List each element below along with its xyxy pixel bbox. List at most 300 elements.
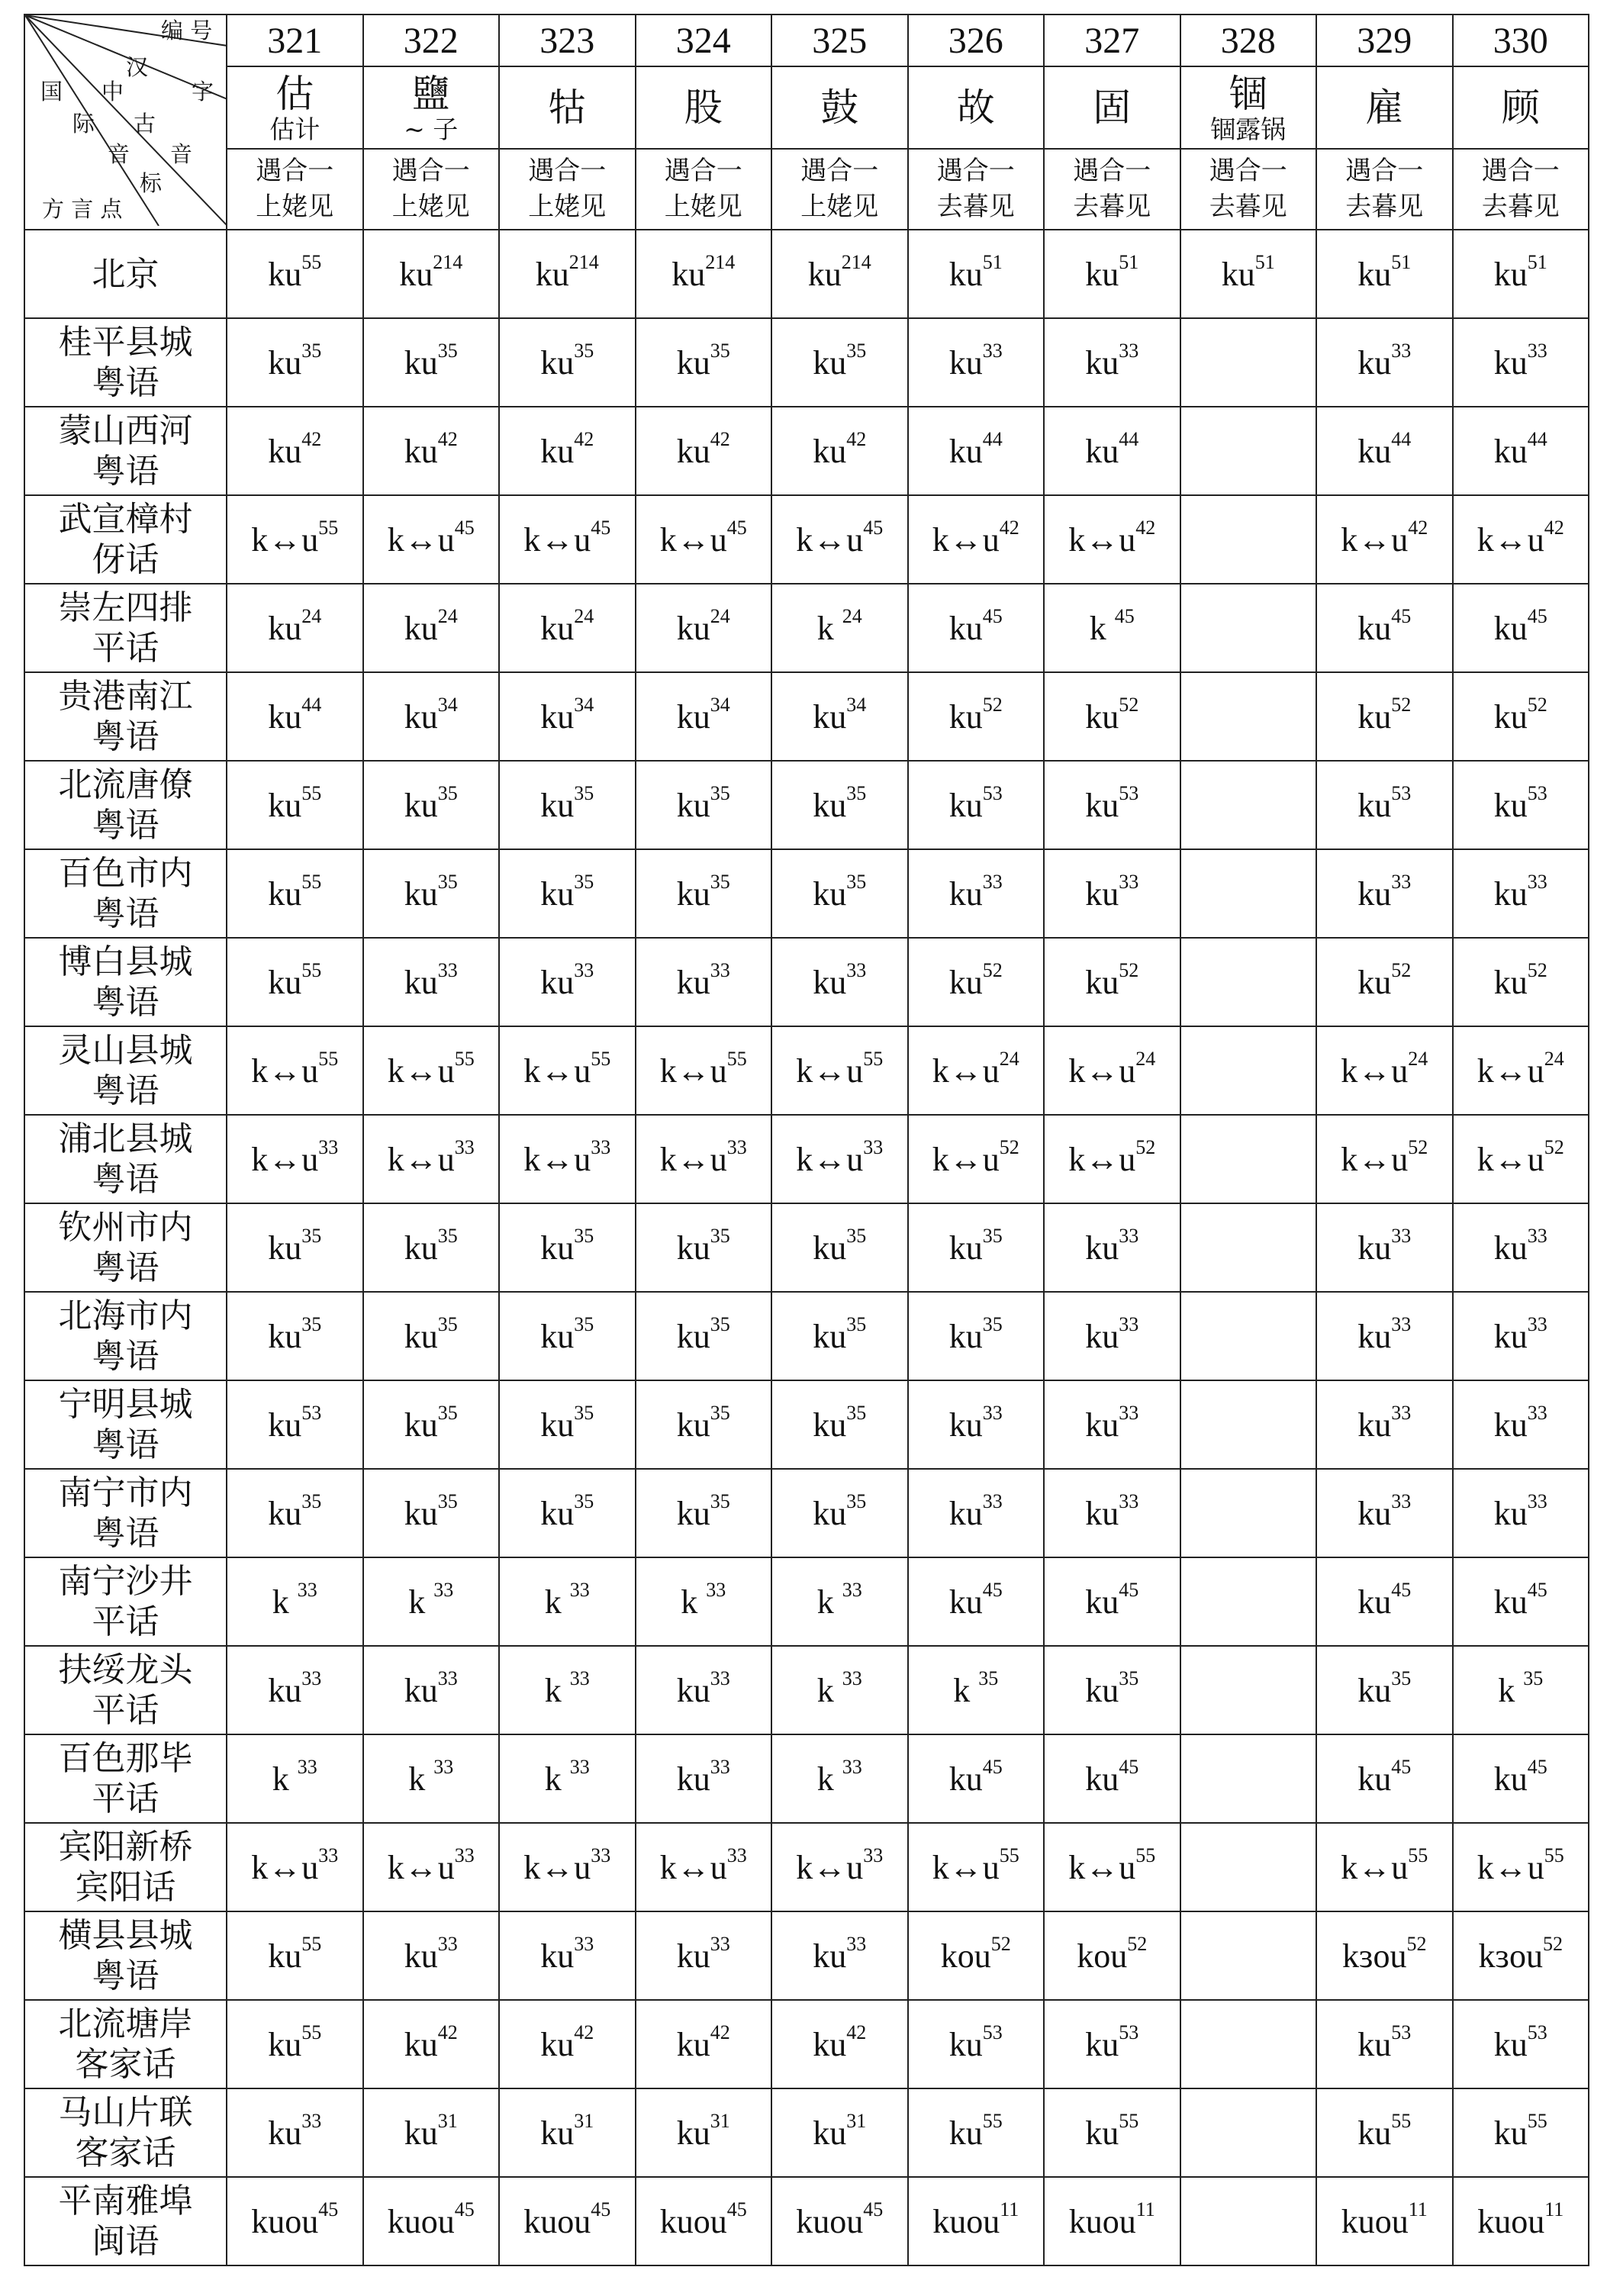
column-ancient-sound-322 (363, 149, 500, 230)
ipa-base: ku (948, 874, 983, 913)
table-row (24, 318, 1589, 407)
tone-value: 35 (982, 1224, 1003, 1247)
ipa-base: kuou (659, 2202, 727, 2240)
ipa-syllable (659, 1135, 747, 1178)
tone-value: 34 (574, 693, 594, 716)
ipa-syllable (932, 1135, 1019, 1178)
dialect-table-sheet (24, 14, 1589, 2266)
pronunciation-cell (908, 495, 1045, 584)
tone-value: 35 (710, 870, 730, 893)
tone-value: 33 (863, 1135, 884, 1158)
ipa-base: k↔u (932, 520, 1000, 559)
tone-value: 45 (863, 516, 884, 539)
ipa-base: ku (807, 255, 842, 293)
dialect-type-name: 粤语 (92, 1956, 159, 1995)
pronunciation-cell (908, 672, 1045, 761)
dialect-place-name: 宾阳新桥 (58, 1827, 193, 1866)
tone-value: 33 (1527, 1224, 1547, 1247)
ipa-base: ku (1493, 2114, 1528, 2152)
tone-value: 33 (1391, 870, 1412, 893)
ipa-syllable (268, 1224, 322, 1267)
dialect-place-name: 马山片联 (58, 2093, 193, 2132)
pronunciation-cell (1180, 1557, 1317, 1646)
ipa-syllable (1085, 781, 1139, 824)
ancient-sound-anc2: 上姥见 (800, 192, 879, 222)
pronunciation-cell (1453, 318, 1589, 407)
tone-value: 45 (726, 2198, 747, 2220)
tone-value: 55 (318, 516, 339, 539)
pronunciation-cell (636, 584, 772, 672)
tone-value: 52 (999, 1135, 1019, 1158)
pronunciation-cell (771, 2177, 908, 2265)
ipa-syllable (1068, 1135, 1156, 1178)
pronunciation-cell (636, 1469, 772, 1557)
ipa-base: ku (1085, 432, 1119, 470)
column-number-329 (1316, 14, 1453, 66)
pronunciation-cell (227, 672, 363, 761)
ipa-base: ku (540, 343, 575, 382)
column-number-label: 327 (1084, 20, 1140, 61)
pronunciation-cell (1044, 672, 1180, 761)
ipa-syllable (948, 1578, 1003, 1621)
ipa-syllable (1493, 1224, 1547, 1267)
pronunciation-cell (771, 230, 908, 318)
pronunciation-cell (1180, 495, 1317, 584)
tone-value: 52 (982, 958, 1003, 981)
tone-value: 33 (433, 1578, 454, 1601)
ipa-base: kou (940, 1937, 991, 1975)
ipa-syllable (1085, 2109, 1139, 2152)
pronunciation-cell (908, 230, 1045, 318)
ipa-base: ku (676, 609, 710, 647)
ipa-syllable (813, 339, 867, 382)
pronunciation-cell (227, 761, 363, 849)
ipa-base: ku (813, 2025, 847, 2063)
tone-value: 55 (301, 958, 322, 981)
ipa-base: ku (676, 1317, 710, 1355)
table-row (24, 1292, 1589, 1380)
ipa-base: ku (813, 874, 847, 913)
ipa-syllable (1068, 1844, 1156, 1886)
pronunciation-cell (1044, 584, 1180, 672)
ipa-base: ku (1357, 874, 1392, 913)
pronunciation-cell (636, 761, 772, 849)
ipa-syllable (816, 1578, 862, 1621)
ipa-syllable (251, 2198, 339, 2240)
pronunciation-cell (1180, 672, 1317, 761)
tone-value: 55 (301, 2021, 322, 2043)
column-number-label: 324 (675, 20, 731, 61)
pronunciation-cell (908, 1115, 1045, 1203)
column-number-label: 328 (1220, 20, 1276, 61)
pronunciation-cell (771, 2088, 908, 2177)
pronunciation-cell (1180, 318, 1317, 407)
dialect-type-name: 伢话 (92, 540, 159, 579)
tone-value: 45 (1119, 1755, 1139, 1778)
ipa-syllable (1477, 516, 1564, 559)
tone-value: 44 (1527, 427, 1547, 450)
ipa-syllable (1341, 1135, 1428, 1178)
ipa-base: ku (404, 874, 438, 913)
ipa-syllable (1357, 1755, 1412, 1798)
pronunciation-cell (1180, 2177, 1317, 2265)
corner-label-gu: 古 (134, 111, 156, 137)
tone-value: 55 (301, 781, 322, 804)
ipa-syllable (268, 1312, 322, 1355)
ipa-base: ku (404, 1229, 438, 1267)
ipa-base: ku (1493, 1494, 1528, 1532)
dialect-place-name: 灵山县城 (58, 1031, 193, 1070)
ipa-base: ku (1493, 2025, 1528, 2063)
ipa-base: k (816, 1583, 842, 1621)
ipa-syllable (676, 1755, 730, 1798)
ipa-syllable (948, 1401, 1003, 1444)
ipa-syllable (948, 427, 1003, 470)
ipa-syllable (659, 1844, 747, 1886)
dialect-place-name: 横县县城 (58, 1916, 193, 1955)
pronunciation-cell (363, 1115, 500, 1203)
corner-label-number: 编 号 (161, 18, 213, 43)
ipa-syllable (268, 693, 322, 736)
pronunciation-cell (1453, 1557, 1589, 1646)
pronunciation-cell (1044, 1734, 1180, 1823)
pronunciation-cell (636, 1911, 772, 2000)
ipa-base: k (816, 1760, 842, 1798)
ipa-base: ku (948, 255, 983, 293)
tone-value: 45 (726, 516, 747, 539)
ipa-syllable (540, 339, 594, 382)
ipa-base: kuou (1477, 2202, 1545, 2240)
ipa-syllable (1341, 1844, 1428, 1886)
pronunciation-cell (1180, 1823, 1317, 1911)
ipa-syllable (813, 693, 867, 736)
pronunciation-cell (908, 1203, 1045, 1292)
ipa-base: ku (813, 1494, 847, 1532)
pronunciation-cell (499, 1911, 636, 2000)
pronunciation-cell (1180, 1380, 1317, 1469)
table-row (24, 1557, 1589, 1646)
pronunciation-cell (363, 584, 500, 672)
tone-value: 33 (318, 1135, 339, 1158)
ancient-sound-anc2: 去暮见 (1073, 192, 1151, 222)
tone-value: 35 (437, 1489, 458, 1512)
pronunciation-cell (1453, 938, 1589, 1026)
ancient-sound-anc2: 上姥见 (664, 192, 742, 222)
ipa-base: k (816, 1671, 842, 1709)
ipa-base: ku (813, 697, 847, 736)
ipa-syllable (1085, 958, 1139, 1001)
table-row (24, 1380, 1589, 1469)
ipa-base: kɜou (1342, 1937, 1407, 1975)
pronunciation-cell (1316, 1557, 1453, 1646)
pronunciation-cell (1044, 407, 1180, 495)
ipa-syllable (813, 1401, 867, 1444)
pronunciation-cell (1316, 584, 1453, 672)
pronunciation-cell (227, 1911, 363, 2000)
tone-value: 45 (1391, 604, 1412, 627)
dialect-place-cell (24, 407, 227, 495)
ipa-base: k↔u (1341, 520, 1409, 559)
ancient-sound-anc1: 遇合一 (1345, 156, 1424, 186)
ipa-base: ku (268, 2114, 302, 2152)
ipa-syllable (268, 1489, 322, 1532)
dialect-place-cell (24, 495, 227, 584)
tone-value: 42 (437, 427, 458, 450)
ipa-syllable (948, 2109, 1003, 2152)
character: 鹽 (411, 72, 450, 116)
ipa-syllable (523, 1844, 611, 1886)
ipa-syllable (813, 870, 867, 913)
character: 锢 (1229, 72, 1267, 116)
ipa-syllable (796, 2198, 884, 2240)
ipa-syllable (932, 1844, 1019, 1886)
pronunciation-cell (771, 584, 908, 672)
ipa-syllable (948, 1224, 1003, 1267)
pronunciation-cell (636, 1026, 772, 1115)
ipa-syllable (1089, 604, 1135, 647)
ipa-base: ku (404, 1406, 438, 1444)
pronunciation-cell (636, 1380, 772, 1469)
ipa-syllable (1477, 1844, 1564, 1886)
pronunciation-cell (227, 230, 363, 318)
tone-value: 24 (1408, 1047, 1428, 1070)
pronunciation-cell (1044, 1292, 1180, 1380)
ipa-syllable (540, 1932, 594, 1975)
pronunciation-cell (908, 1026, 1045, 1115)
dialect-type-name: 宾阳话 (75, 1868, 176, 1907)
ipa-base: ku (1493, 874, 1528, 913)
pronunciation-cell (499, 1203, 636, 1292)
tone-value: 11 (1408, 2198, 1428, 2220)
ipa-base: kuou (387, 2202, 455, 2240)
pronunciation-cell (1180, 1203, 1317, 1292)
pronunciation-cell (636, 1292, 772, 1380)
tone-value: 33 (726, 1844, 747, 1866)
character-gloss: 估计 (269, 114, 320, 144)
ipa-syllable (1085, 2021, 1139, 2063)
ipa-base: ku (1357, 963, 1392, 1001)
tone-value: 42 (574, 2021, 594, 2043)
ipa-syllable (540, 2021, 594, 2063)
ipa-base: k (408, 1583, 434, 1621)
ipa-base: ku (676, 2114, 710, 2152)
ipa-base: ku (404, 1317, 438, 1355)
tone-value: 42 (1408, 516, 1428, 539)
ipa-syllable (676, 1489, 730, 1532)
pronunciation-cell (363, 1557, 500, 1646)
pronunciation-cell (499, 1734, 636, 1823)
dialect-place-cell (24, 1026, 227, 1115)
pronunciation-cell (908, 1734, 1045, 1823)
ipa-base: ku (1085, 963, 1119, 1001)
pronunciation-cell (908, 1292, 1045, 1380)
ipa-base: ku (268, 255, 302, 293)
ipa-syllable (681, 1578, 726, 1621)
pronunciation-cell (908, 407, 1045, 495)
tone-value: 11 (1000, 2198, 1019, 2220)
dialect-type-name: 平话 (92, 1691, 159, 1730)
pronunciation-cell (1180, 1469, 1317, 1557)
pronunciation-cell (1044, 1026, 1180, 1115)
ipa-base: kuou (251, 2202, 319, 2240)
dialect-place-cell (24, 938, 227, 1026)
pronunciation-cell (771, 938, 908, 1026)
tone-value: 42 (301, 427, 322, 450)
ipa-syllable (1085, 1489, 1139, 1532)
tone-value: 33 (574, 958, 594, 981)
column-number-327 (1044, 14, 1180, 66)
pronunciation-cell (1044, 495, 1180, 584)
pronunciation-cell (1453, 1469, 1589, 1557)
dialect-type-name: 粤语 (92, 1248, 159, 1287)
dialect-type-name: 粤语 (92, 894, 159, 933)
ipa-base: k↔u (796, 1140, 864, 1178)
ipa-syllable (404, 1224, 458, 1267)
pronunciation-cell (227, 849, 363, 938)
table-body (24, 14, 1589, 2265)
pronunciation-cell (227, 1026, 363, 1115)
ipa-syllable (1068, 2198, 1155, 2240)
dialect-place-cell (24, 2177, 227, 2265)
ipa-syllable (813, 427, 867, 470)
tone-value: 42 (710, 2021, 730, 2043)
column-character-324 (636, 66, 772, 149)
ipa-syllable (540, 870, 594, 913)
ipa-syllable (268, 2021, 322, 2063)
ancient-sound-anc1: 遇合一 (391, 156, 470, 186)
pronunciation-cell (1316, 407, 1453, 495)
ipa-syllable (404, 1932, 458, 1975)
dialect-place-name: 南宁市内 (58, 1473, 193, 1512)
ipa-syllable (1077, 1932, 1148, 1975)
pronunciation-cell (363, 1911, 500, 2000)
tone-value: 33 (982, 339, 1003, 362)
tone-value: 45 (1114, 604, 1135, 627)
ipa-base: ku (1493, 963, 1528, 1001)
tone-value: 33 (591, 1135, 611, 1158)
tone-value: 33 (569, 1666, 590, 1689)
tone-value: 45 (1391, 1755, 1412, 1778)
pronunciation-cell (771, 1557, 908, 1646)
pronunciation-cell (771, 1380, 908, 1469)
tone-value: 33 (982, 1401, 1003, 1424)
ancient-sound-anc2: 去暮见 (1209, 192, 1287, 222)
tone-value: 45 (1527, 1578, 1547, 1601)
pronunciation-cell (1453, 495, 1589, 584)
ipa-syllable (1085, 1312, 1139, 1355)
ipa-base: k↔u (659, 1848, 727, 1886)
tone-value: 55 (301, 250, 322, 273)
tone-value: 53 (1119, 2021, 1139, 2043)
tone-value: 33 (846, 958, 867, 981)
ipa-syllable (408, 1755, 454, 1798)
pronunciation-cell (636, 318, 772, 407)
ipa-syllable (948, 1489, 1003, 1532)
ipa-syllable (676, 781, 730, 824)
tone-value: 33 (1119, 339, 1139, 362)
tone-value: 52 (1135, 1135, 1156, 1158)
ipa-base: k↔u (1341, 1848, 1409, 1886)
pronunciation-cell (636, 1734, 772, 1823)
pronunciation-cell (908, 1646, 1045, 1734)
tone-value: 35 (846, 339, 867, 362)
ipa-syllable (268, 250, 322, 293)
ipa-syllable (540, 1312, 594, 1355)
tone-value: 24 (1135, 1047, 1156, 1070)
ipa-base: ku (948, 432, 983, 470)
column-number-328 (1180, 14, 1317, 66)
tone-value: 33 (301, 2109, 322, 2132)
tone-value: 33 (1119, 1401, 1139, 1424)
dialect-place-cell (24, 1380, 227, 1469)
column-number-330 (1453, 14, 1589, 66)
ipa-syllable (948, 2021, 1003, 2063)
ipa-syllable (540, 604, 594, 647)
ipa-base: ku (1357, 1671, 1392, 1709)
corner-diagonal-lines (25, 15, 227, 226)
pronunciation-cell (363, 1380, 500, 1469)
tone-value: 24 (574, 604, 594, 627)
pronunciation-cell (1453, 849, 1589, 938)
tone-value: 53 (1527, 781, 1547, 804)
ipa-base: ku (268, 1937, 302, 1975)
header-row-number (24, 14, 1589, 66)
ipa-base: ku (540, 1406, 575, 1444)
pronunciation-cell (227, 407, 363, 495)
pronunciation-cell (908, 1469, 1045, 1557)
ipa-syllable (404, 693, 458, 736)
tone-value: 33 (297, 1578, 317, 1601)
ipa-syllable (1357, 339, 1412, 382)
dialect-place-name: 钦州市内 (58, 1208, 193, 1247)
pronunciation-cell (363, 938, 500, 1026)
dialect-place-cell (24, 230, 227, 318)
ipa-syllable (676, 1932, 730, 1975)
pronunciation-cell (227, 495, 363, 584)
pronunciation-cell (636, 2088, 772, 2177)
tone-value: 45 (982, 1578, 1003, 1601)
ipa-syllable (676, 427, 730, 470)
ipa-syllable (404, 781, 458, 824)
ipa-base: k↔u (796, 1051, 864, 1090)
ancient-sound-anc1: 遇合一 (936, 156, 1015, 186)
ipa-base: ku (1221, 255, 1255, 293)
pronunciation-cell (1180, 1292, 1317, 1380)
dialect-place-cell (24, 761, 227, 849)
pronunciation-cell (499, 761, 636, 849)
ipa-base: ku (404, 697, 438, 736)
tone-value: 52 (1527, 958, 1547, 981)
tone-value: 55 (454, 1047, 475, 1070)
table-row (24, 230, 1589, 318)
pronunciation-cell (1044, 1469, 1180, 1557)
dialect-place-name: 百色市内 (58, 854, 193, 893)
ipa-base: ku (1357, 1229, 1392, 1267)
pronunciation-cell (363, 1734, 500, 1823)
tone-value: 52 (1527, 693, 1547, 716)
pronunciation-cell (1453, 1026, 1589, 1115)
pronunciation-cell (363, 1292, 500, 1380)
pronunciation-cell (1044, 1380, 1180, 1469)
ipa-base: ku (948, 1317, 983, 1355)
ipa-syllable (676, 693, 730, 736)
tone-value: 33 (863, 1844, 884, 1866)
ipa-syllable (404, 2109, 458, 2152)
ipa-syllable (932, 516, 1019, 559)
ipa-syllable (948, 781, 1003, 824)
tone-value: 33 (569, 1578, 590, 1601)
ipa-base: ku (813, 343, 847, 382)
